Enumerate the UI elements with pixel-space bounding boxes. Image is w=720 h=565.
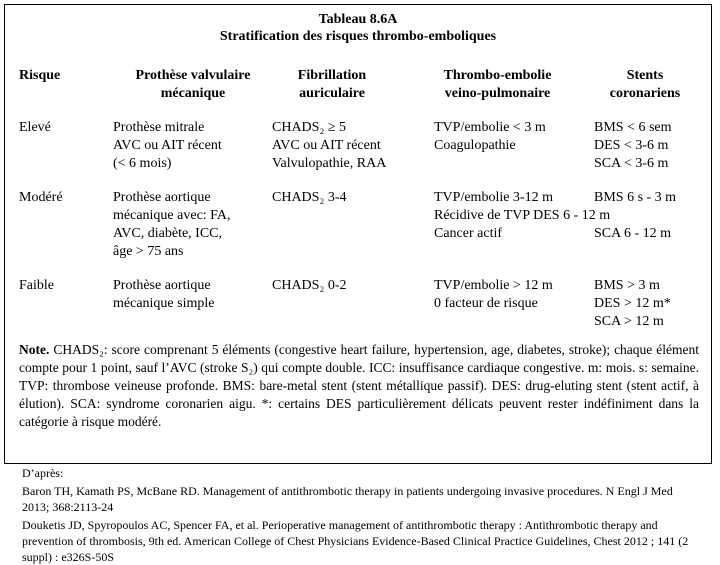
row-modere-valve: Prothèse aortique mécanique avec: FA, AVC, diabète, ICC, âge > 75 ans	[113, 190, 231, 259]
risk-table	[4, 4, 712, 464]
references-heading: D’après:	[22, 466, 64, 480]
row-modere-stents: BMS 6 s - 3 m SCA 6 - 12 m	[594, 190, 677, 241]
header-thrombo: Thrombo-embolie veino-pulmonaire	[443, 68, 552, 101]
table-title: Tableau 8.6A	[318, 12, 398, 27]
header-prothese: Prothèse valvulaire mécanique	[135, 68, 251, 101]
row-elevé-valve: Prothèse mitrale AVC ou AIT récent (< 6 mois)	[113, 120, 222, 171]
reference-item: Douketis JD, Spyropoulos AC, Spencer FA, et al. Perioperative management of antithrombotic therapy : Antithrombotic therapy and prevention of thrombosis, 9th ed. American College of Chest Physicians Evidence-Based Clinical Practice Guidelines, Chest 2012 ; 141 (2 suppl) : e326S-50S	[22, 518, 689, 564]
row-elevé-fa: CHADS₂ ≥ 5 AVC ou AIT récent Valvulopathie, RAA	[272, 120, 387, 171]
row-modere-fa: CHADS₂ 3-4	[272, 190, 347, 205]
row-modere-tevp: TVP/embolie 3-12 m Récidive de TVP DES 6 - 12 m Cancer actif	[434, 190, 611, 241]
row-faible-stents: BMS > 3 m DES > 12 m* SCA > 12 m	[594, 278, 671, 329]
row-modere-risk: Modéré	[19, 190, 63, 205]
note-label: Note.	[19, 342, 50, 357]
header-fibrillation: Fibrillation auriculaire	[297, 68, 367, 101]
header-risque: Risque	[19, 68, 61, 83]
row-faible-valve: Prothèse aortique mécanique simple	[113, 278, 215, 311]
row-elevé-tevp: TVP/embolie < 3 m Coagulopathie	[434, 120, 546, 153]
table-subtitle: Stratification des risques thrombo-emboliques	[219, 29, 497, 44]
row-faible-fa: CHADS₂ 0-2	[272, 278, 347, 293]
row-faible-tevp: TVP/embolie > 12 m 0 facteur de risque	[434, 278, 553, 311]
row-faible-risk: Faible	[19, 278, 54, 293]
header-stents: Stents coronariens	[609, 68, 681, 101]
note-text: CHADS₂: score comprenant 5 éléments (congestive heart failure, hypertension, age, diabetes, stroke); chaque élément compte pour 1 point, sauf l’AVC (stroke S₂) qui compte double. ICC: insuffisance cardiaque congestive. m: mois. s: semaine. TVP: thrombose veineuse profonde. BMS: bare-metal stent (stent métallique passif). DES: drug-eluting stent (stent actif, à élution). SCA: syndrome coronarien aigu. *: certains DES particulièrement délicats peuvent rester indéfiniment dans la catégorie à risque modéré.	[19, 342, 699, 429]
table-note	[19, 341, 699, 431]
row-elevé-risk: Elevé	[19, 120, 51, 135]
references	[22, 465, 712, 565]
row-elevé-stents: BMS < 6 sem DES < 3-6 m SCA < 3-6 m	[594, 120, 672, 171]
reference-item: Baron TH, Kamath PS, McBane RD. Management of antithrombotic therapy in patients undergoing invasive procedures. N Engl J Med 2013; 368:2113-24	[22, 484, 673, 514]
